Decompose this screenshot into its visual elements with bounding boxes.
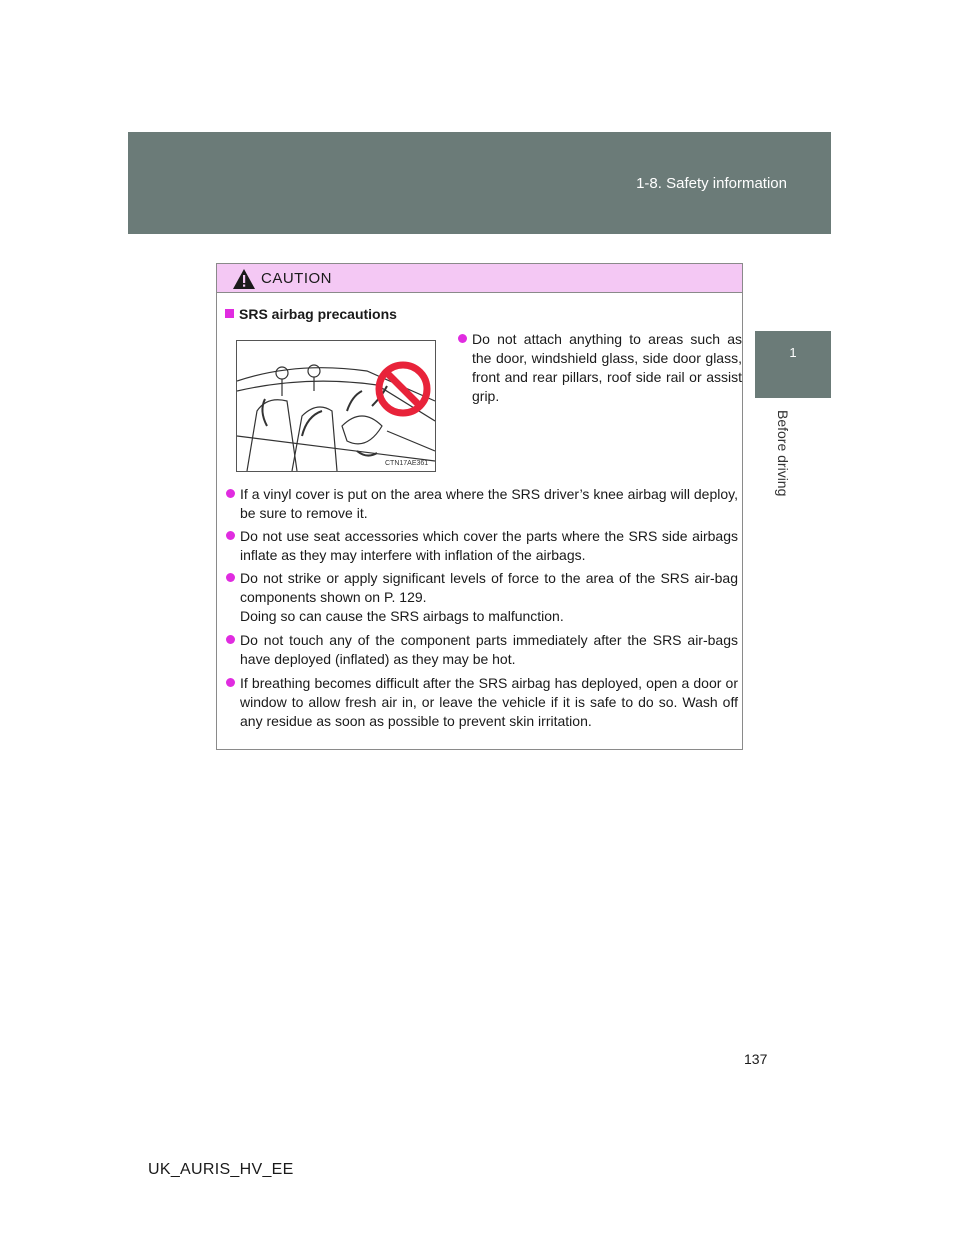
page-number: 137 (744, 1051, 768, 1067)
list-item: If a vinyl cover is put on the area where the SRS driver’s knee airbag will deploy, be sure to remove it. (240, 485, 738, 523)
illustration-code: CTN17AE361 (385, 460, 429, 467)
chapter-label-text: Before driving (775, 410, 791, 497)
bullet-icon (226, 573, 235, 582)
square-bullet-icon (225, 309, 234, 318)
caution-title: CAUTION (261, 270, 332, 287)
caution-header (217, 264, 742, 293)
subheading-text: SRS airbag precautions (239, 306, 397, 322)
caution-box (216, 263, 743, 750)
list-item: Do not attach anything to areas such as the door, windshield glass, side door glass, front and rear pillars, roof side rail or assist grip. (472, 330, 742, 406)
chapter-tab (755, 331, 831, 398)
list-item: Do not touch any of the component parts immediately after the SRS air-bags have deployed (inflated) as they may be hot. (240, 631, 738, 669)
subheading (225, 306, 397, 322)
header-band (128, 132, 831, 234)
list-item: Do not use seat accessories which cover the parts where the SRS side airbags inflate as they may interfere with inflation of the airbags. (240, 527, 738, 565)
list-item: Do not strike or apply significant levels of force to the area of the SRS air-bag components shown on P. 129. Doing so can cause the SRS airbags to malfunction. (240, 569, 738, 626)
chapter-number: 1 (789, 345, 797, 360)
bullet-icon (226, 635, 235, 644)
bullet-icon (226, 531, 235, 540)
document-code: UK_AURIS_HV_EE (148, 1161, 294, 1178)
car-interior-drawing (237, 341, 435, 471)
bullet-icon (226, 678, 235, 687)
bullet-icon (458, 334, 467, 343)
chapter-label (775, 410, 795, 500)
bullet-icon (226, 489, 235, 498)
section-title: 1-8. Safety information (636, 175, 787, 192)
warning-triangle-icon (232, 268, 256, 290)
interior-illustration (236, 340, 436, 472)
list-item: If breathing becomes difficult after the SRS airbag has deployed, open a door or window to allow fresh air in, or leave the vehicle if it is safe to do so. Wash off any residue as soon as possible to prevent skin irritation. (240, 674, 738, 731)
